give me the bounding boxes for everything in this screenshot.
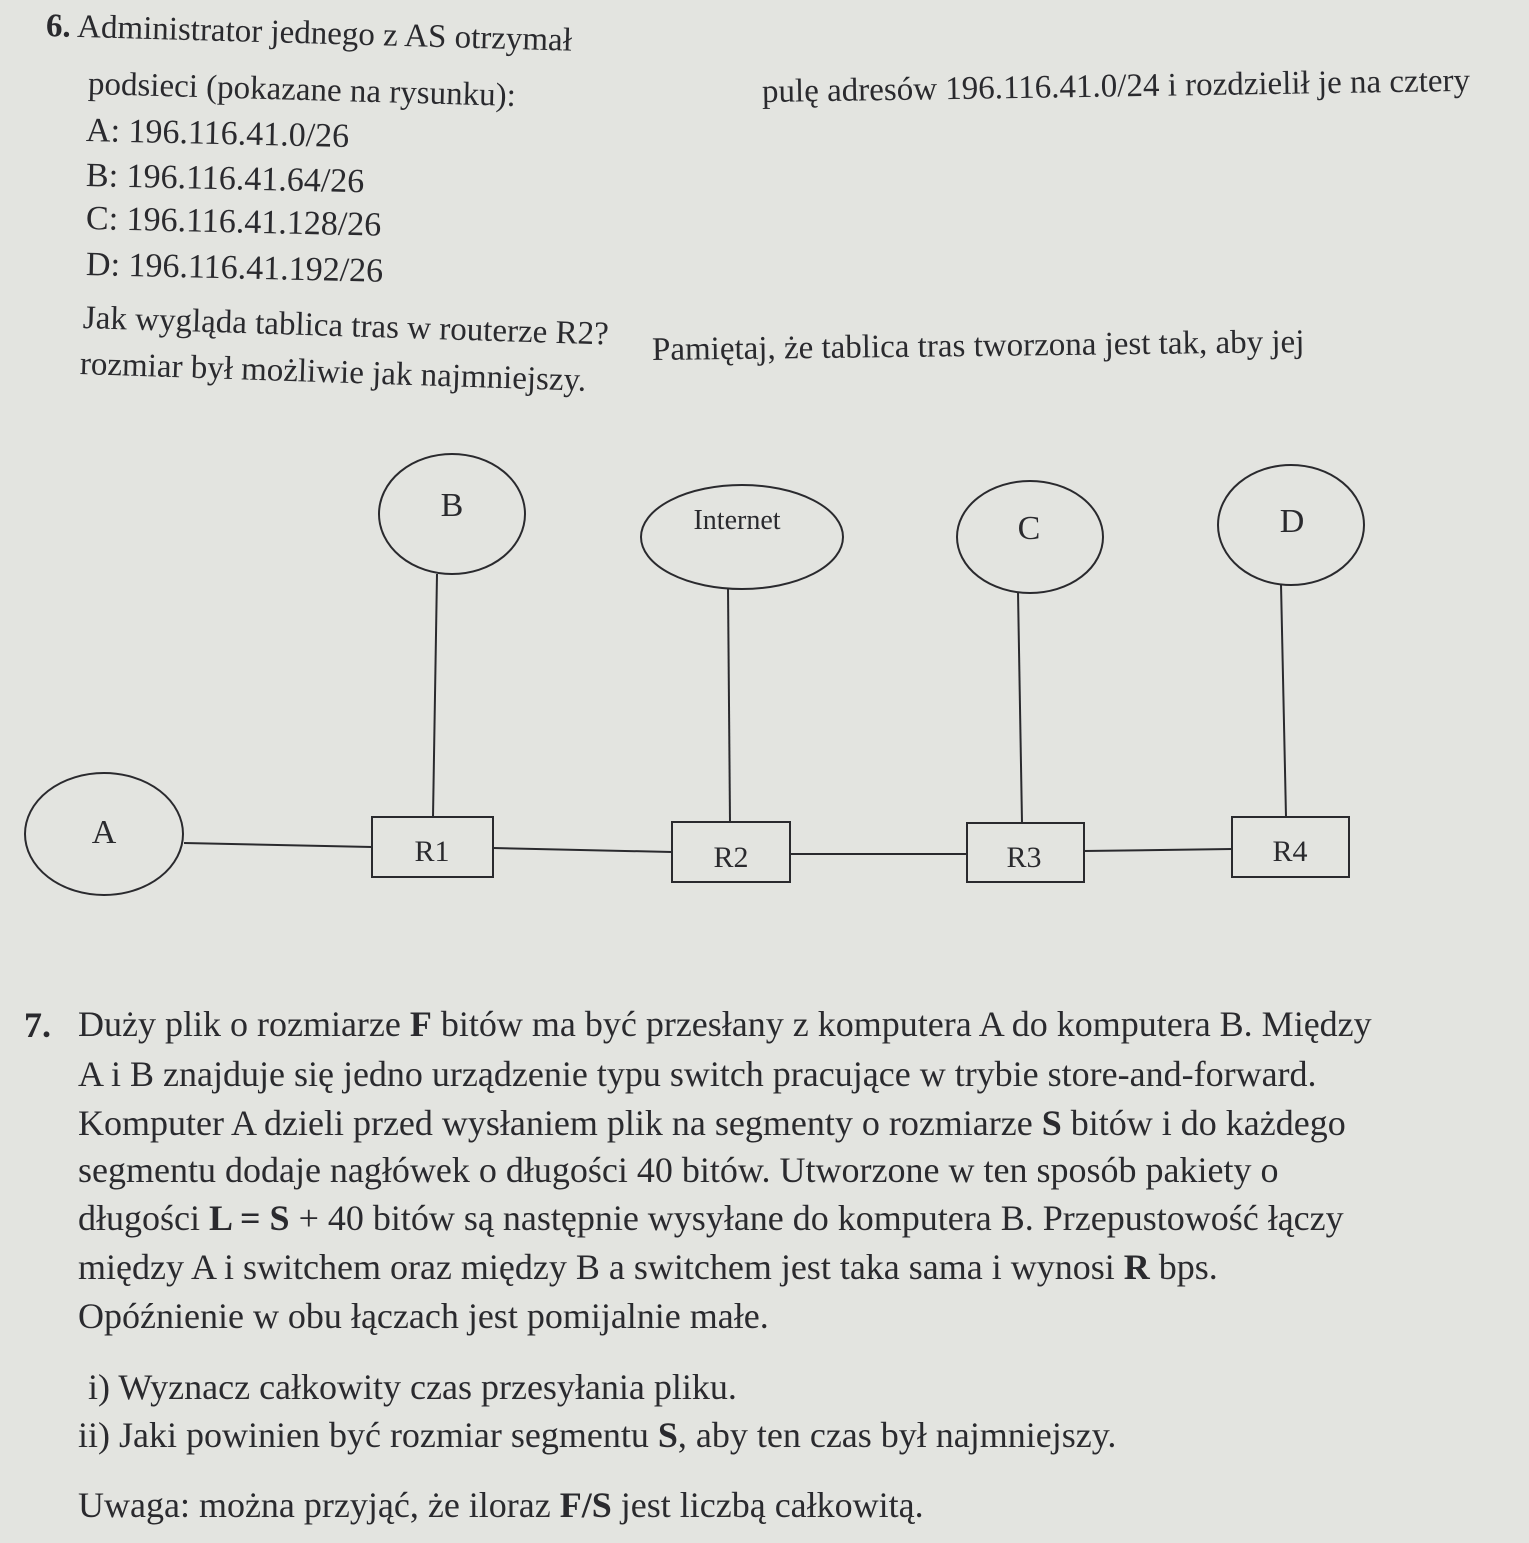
subnet-b: B: 196.116.41.64/26 (85, 157, 365, 201)
problem7-number: 7. (24, 1005, 51, 1045)
var-r: R (1123, 1247, 1150, 1287)
problem7-line1 (78, 1002, 1372, 1046)
problem7-q2-a: ii) Jaki powinien być rozmiar segmentu (78, 1415, 658, 1455)
subnet-a: A: 196.116.41.0/26 (85, 112, 350, 155)
link-d-r4 (1281, 584, 1286, 817)
network-internet-ellipse (641, 485, 843, 589)
ratio-fs: F/S (559, 1485, 612, 1525)
subnet-c: C: 196.116.41.128/26 (85, 200, 382, 244)
problem7-line1-b: bitów ma być przesłany z komputera A do komputera B. Między (431, 1004, 1372, 1044)
link-r3-r4 (1084, 849, 1232, 851)
problem6-line1-text: Administrator jednego z AS otrzymał (76, 8, 573, 59)
problem7-line5 (78, 1196, 1344, 1240)
problem7-line7: Opóźnienie w obu łączach jest pomijalnie małe. (78, 1296, 769, 1336)
network-internet-label: Internet (693, 505, 781, 536)
link-a-r1 (184, 843, 372, 847)
formula-l: L = S (209, 1198, 290, 1238)
problem7-line1-a: Duży plik o rozmiarze (78, 1004, 410, 1044)
problem7-line6-b: bps. (1149, 1247, 1218, 1287)
network-d-label: D (1279, 503, 1305, 540)
link-b-r1 (433, 574, 437, 817)
problem7-note-a: Uwaga: można przyjąć, że iloraz (78, 1485, 560, 1525)
problem7-line3-b: bitów i do każdego (1061, 1103, 1346, 1143)
problem7-line5-b: + 40 bitów są następnie wysyłane do komputera B. Przepustowość łączy (289, 1198, 1344, 1238)
problem7-note (78, 1484, 924, 1526)
problem6-line1-tail: pulę adresów 196.116.41.0/24 i rozdzielił je na cztery (761, 62, 1471, 110)
problem6-line2: podsieci (pokazane na rysunku): (87, 66, 517, 114)
problem7-line4: segmentu dodaje nagłówek o długości 40 bitów. Utworzone w ten sposób pakiety o (78, 1150, 1279, 1190)
problem7-question-i: i) Wyznacz całkowity czas przesyłania pliku. (88, 1367, 737, 1407)
link-internet-r2 (728, 588, 730, 822)
router-r1-label: R1 (414, 835, 450, 868)
problem7-line6 (78, 1245, 1218, 1289)
subnet-d: D: 196.116.41.192/26 (85, 246, 384, 290)
problem6-question-line1: Jak wygląda tablica tras w routerze R2? (82, 300, 610, 353)
problem7-line2: A i B znajduje się jedno urządzenie typu switch pracujące w trybie store-and-forward. (78, 1054, 1317, 1094)
network-c-label: C (1017, 510, 1041, 547)
problem7-line6-a: między A i switchem oraz między B a switchem jest taka sama i wynosi (78, 1247, 1124, 1287)
var-f: F (409, 1004, 432, 1044)
problem7-line5-a: długości (78, 1198, 209, 1238)
var-s-q2: S (657, 1415, 678, 1455)
link-c-r3 (1018, 592, 1022, 823)
problem7-line3-a: Komputer A dzieli przed wysłaniem plik na segmenty o rozmiarze (78, 1103, 1042, 1143)
problem6-question-line2: rozmiar był możliwie jak najmniejszy. (79, 346, 587, 399)
problem7-question-ii (78, 1414, 1116, 1456)
network-a-label: A (91, 814, 117, 851)
problem6-number: 6. (45, 8, 72, 45)
problem6-question-line1-tail: Pamiętaj, że tablica tras tworzona jest tak, aby jej (651, 324, 1305, 368)
router-r4-label: R4 (1272, 835, 1308, 868)
link-r1-r2 (493, 848, 672, 852)
problem7-q2-b: , aby ten czas był najmniejszy. (677, 1415, 1117, 1455)
router-r3-label: R3 (1006, 841, 1042, 874)
router-r2-label: R2 (713, 841, 749, 874)
problem7-note-b: jest liczbą całkowitą. (611, 1485, 924, 1525)
var-s: S (1041, 1103, 1062, 1143)
problem7-line3 (78, 1101, 1346, 1145)
network-b-label: B (440, 487, 464, 524)
